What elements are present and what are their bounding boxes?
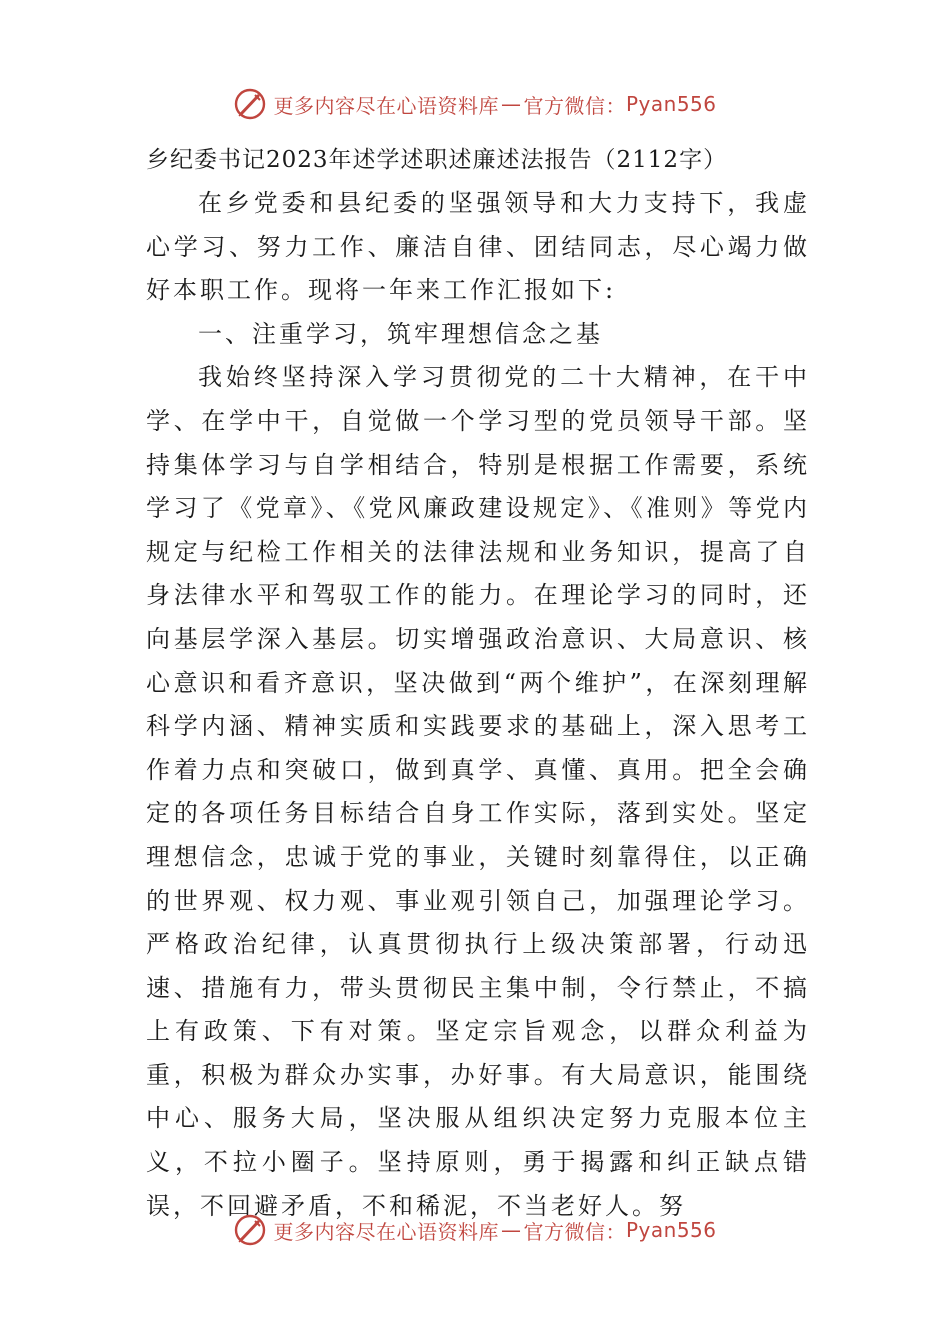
banner-separator: — [500,1218,522,1242]
banner-text: 更多内容尽在心语资料库 [273,1219,499,1244]
banner-wechat-id: Pyan556 [625,92,717,116]
document-title: 乡纪委书记2023年述学述职述廉述法报告（2112字） [146,147,728,173]
banner-wechat-id: Pyan556 [625,1218,717,1242]
document-body [146,138,810,1228]
section-heading-1: 一、注重学习，筑牢理想信念之基 [198,319,603,348]
banner-text: 更多内容尽在心语资料库 [273,93,499,118]
header-watermark-banner [0,84,950,124]
banner-separator: — [500,92,522,116]
footer-watermark-banner [0,1210,950,1250]
banner-wechat-label: 官方微信： [523,1219,626,1244]
pen-logo-icon [233,87,267,121]
intro-paragraph: 在乡党委和县纪委的坚强领导和大力支持下，我虚心学习、努力工作、廉洁自律、团结同志，尽心竭力做好本职工作。现将一年来工作汇报如下: [146,189,810,305]
pen-logo-icon [233,1213,267,1247]
section-body-1: 我始终坚持深入学习贯彻党的二十大精神，在干中学、在学中干，自觉做一个学习型的党员领导干部。坚持集体学习与自学相结合，特别是根据工作需要，系统学习了《党章》、《党风廉政建设规定》、《准则》等党内规定与纪检工作相关的法律法规和业务知识，提高了自身法律水平和驾驭工作的能力。在理论学习的同时，还向基层学深入基层。切实增强政治意识、大局意识、核心意识和看齐意识，坚决做到“两个维护”，在深刻理解科学内涵、精神实质和实践要求的基础上，深入思考工作着力点和突破口，做到真学、真懂、真用。把全会确定的各项任务目标结合自身工作实际，落到实处。坚定理想信念，忠诚于党的事业，关键时刻靠得住，以正确的世界观、权力观、事业观引领自己，加强理论学习。严格政治纪律，认真贯彻执行上级决策部署，行动迅速、措施有力，带头贯彻民主集中制，令行禁止，不搞上有政策、下有对策。坚定宗旨观念，以群众利益为重，积极为群众办实事，办好事。有大局意识，能围绕中心、服务大局，坚决服从组织决定努力克服本位主义，不拉小圈子。坚持原则，勇于揭露和纠正缺点错误，不回避矛盾，不和稀泥，不当老好人。努 [146,363,810,1220]
banner-wechat-label: 官方微信： [523,93,626,118]
